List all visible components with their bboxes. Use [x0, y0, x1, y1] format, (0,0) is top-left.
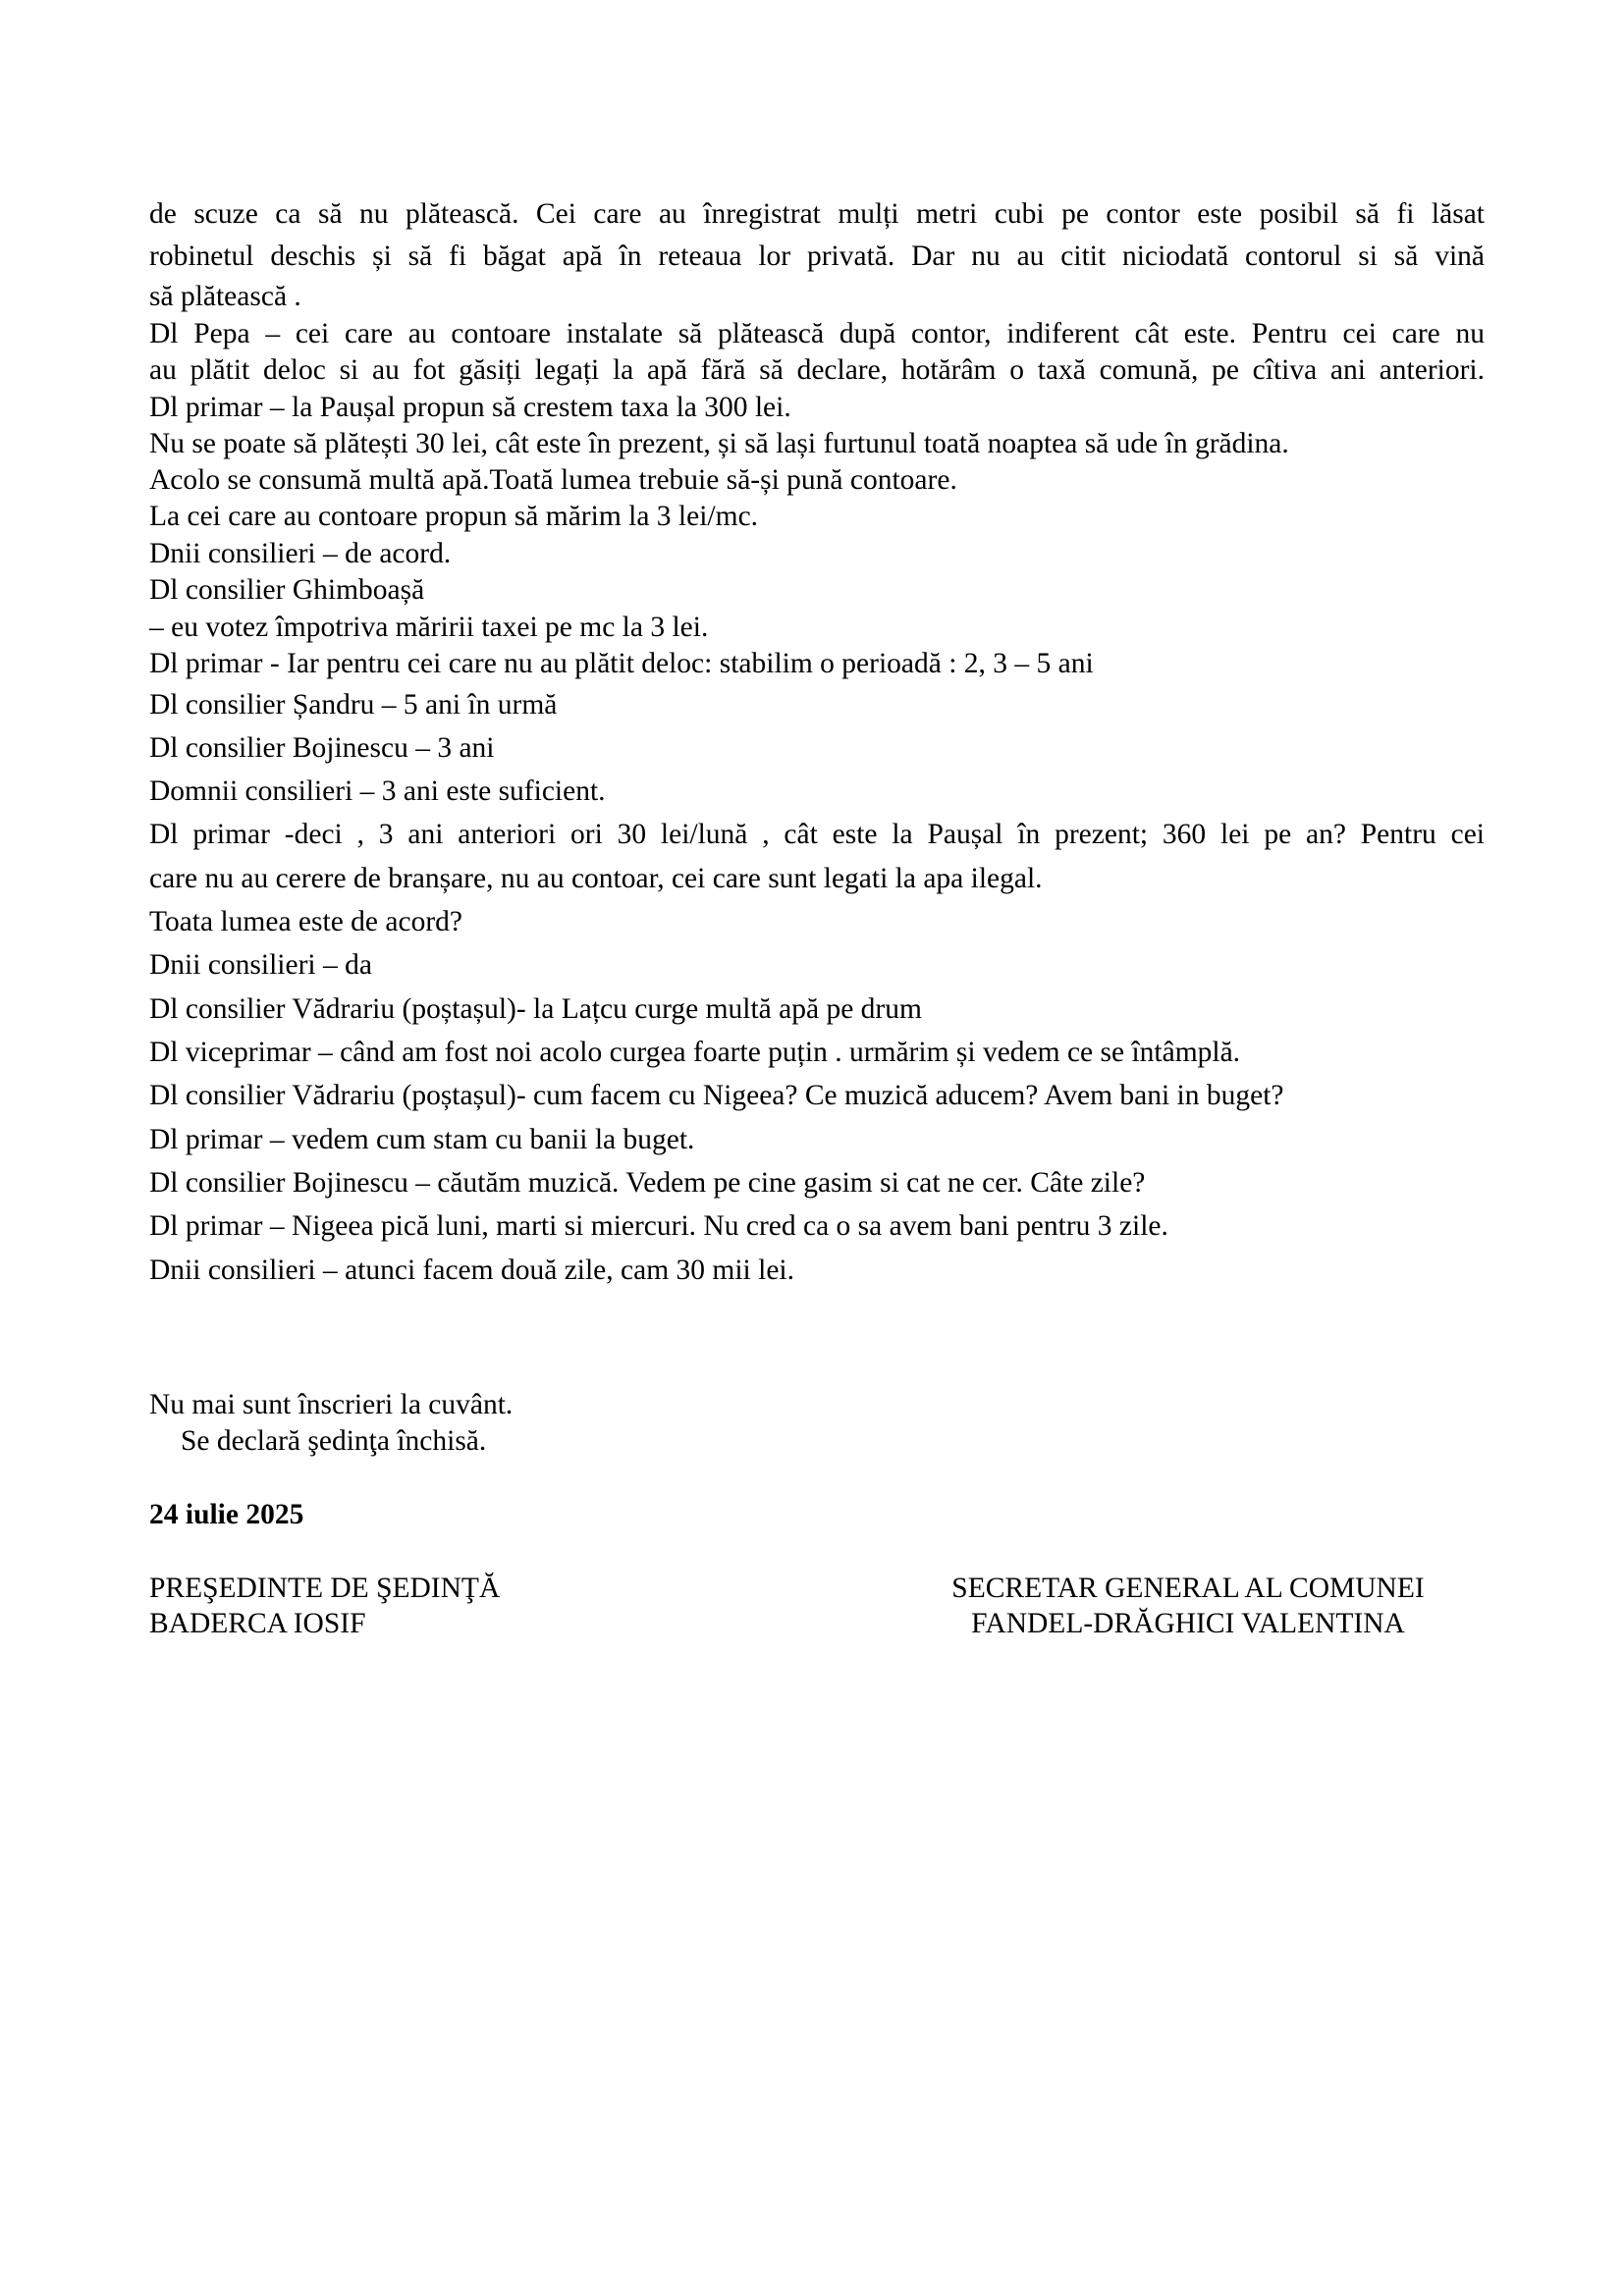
president-title: PREŞEDINTE DE ŞEDINŢĂ: [149, 1573, 501, 1604]
president-name: BADERCA IOSIF: [149, 1608, 366, 1639]
transcript-line: Dl consilier Bojinescu – 3 ani: [149, 732, 495, 764]
transcript-line: Toata lumea este de acord?: [149, 906, 462, 937]
paragraph-line: robinetul deschis și să fi băgat apă în reteaua lor privată. Dar nu au citit niciodată contorul si să vină: [149, 240, 1485, 272]
transcript-line: Dl primar – Nigeea pică luni, marti si miercuri. Nu cred ca o sa avem bani pentru 3 zile.: [149, 1210, 1168, 1242]
paragraph-line: Dl primar -deci , 3 ani anteriori ori 30 lei/lună , cât este la Paușal în prezent; 360 lei pe an? Pentru cei: [149, 819, 1485, 850]
transcript-line: Dl primar – la Paușal propun să crestem taxa la 300 lei.: [149, 392, 791, 423]
secretary-title: SECRETAR GENERAL AL COMUNEI: [951, 1573, 1425, 1604]
transcript-line: Dl consilier Ghimboașă: [149, 574, 425, 606]
transcript-line: Dnii consilieri – da: [149, 949, 372, 981]
transcript-line: Dl primar - Iar pentru cei care nu au plătit deloc: stabilim o perioadă : 2, 3 – 5 ani: [149, 648, 1094, 679]
paragraph-line: care nu au cerere de branșare, nu au contoar, cei care sunt legati la apa ilegal.: [149, 863, 1043, 894]
transcript-line: Dl consilier Vădrariu (poștașul)- cum facem cu Nigeea? Ce muzică aducem? Avem bani in buget?: [149, 1080, 1284, 1111]
transcript-line: Dnii consilieri – de acord.: [149, 538, 452, 569]
transcript-line: Acolo se consumă multă apă.Toată lumea trebuie să-și pună contoare.: [149, 464, 957, 496]
secretary-name: FANDEL-DRĂGHICI VALENTINA: [971, 1608, 1405, 1639]
transcript-line: – eu votez împotriva măririi taxei pe mc la 3 lei.: [149, 612, 709, 643]
signature-block-president: [149, 1571, 500, 1641]
transcript-line: Dl consilier Șandru – 5 ani în urmă: [149, 689, 558, 721]
document-date: 24 iulie 2025: [149, 1499, 304, 1530]
paragraph-line: să plătească .: [149, 281, 301, 312]
transcript-line: Dl consilier Vădrariu (poștașul)- la Lațcu curge multă apă pe drum: [149, 993, 922, 1025]
transcript-line: Nu se poate să plătești 30 lei, cât este în prezent, și să lași furtunul toată noaptea să ude în grădina.: [149, 428, 1289, 459]
transcript-line: Domnii consilieri – 3 ani este suficient.: [149, 775, 606, 807]
paragraph-line: de scuze ca să nu plătească. Cei care au înregistrat mulți metri cubi pe contor este posibil să fi lăsat: [149, 198, 1485, 230]
closing-line: Nu mai sunt înscrieri la cuvânt.: [149, 1389, 514, 1420]
paragraph-line: au plătit deloc si au fot găsiți legați la apă fără să declare, hotărâm o taxă comună, pe cîtiva ani anteriori.: [149, 354, 1485, 386]
transcript-line: La cei care au contoare propun să mărim la 3 lei/mc.: [149, 501, 759, 532]
paragraph-line: Dl Pepa – cei care au contoare instalate să plătească după contor, indiferent cât este. Pentru cei care nu: [149, 318, 1485, 349]
transcript-line: Dnii consilieri – atunci facem două zile, cam 30 mii lei.: [149, 1255, 794, 1286]
closing-line: Se declară şedinţa închisă.: [181, 1425, 487, 1457]
transcript-line: Dl primar – vedem cum stam cu banii la buget.: [149, 1124, 695, 1155]
transcript-line: Dl viceprimar – când am fost noi acolo curgea foarte puțin . urmărim și vedem ce se întâmplă.: [149, 1037, 1241, 1068]
transcript-line: Dl consilier Bojinescu – căutăm muzică. Vedem pe cine gasim si cat ne cer. Câte zile?: [149, 1167, 1146, 1199]
signature-block-secretary: [903, 1571, 1473, 1641]
